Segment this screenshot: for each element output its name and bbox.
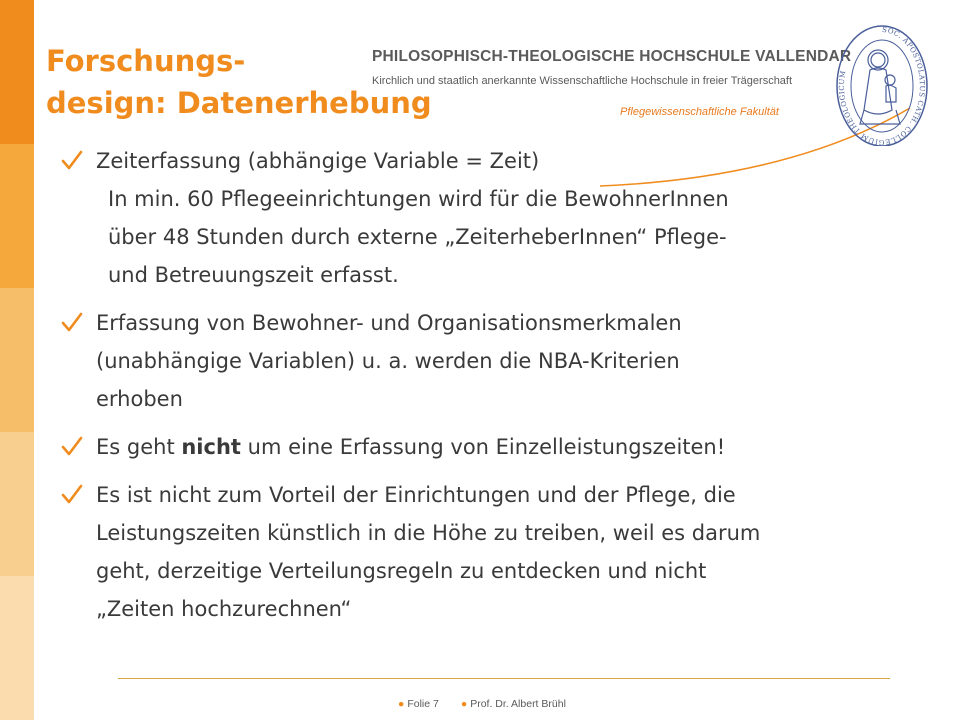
check-icon bbox=[60, 142, 84, 180]
detail-line: über 48 Stunden durch externe „ZeiterheberInnen“ Pflege- bbox=[108, 225, 727, 249]
sidebar-band-3 bbox=[0, 288, 34, 432]
bullet-line: geht, derzeitige Verteilungsregeln zu entdecken und nicht bbox=[96, 559, 707, 583]
institution-header bbox=[372, 48, 852, 87]
faculty-name: Pflegewissenschaftliche Fakultät bbox=[620, 106, 779, 118]
bullet-emphasis: nicht bbox=[181, 435, 241, 459]
bullet-text: Zeiterfassung (abhängige Variable = Zeit) bbox=[96, 149, 540, 173]
check-icon bbox=[60, 428, 84, 466]
bullet-text-post: um eine Erfassung von Einzelleistungszeiten! bbox=[240, 435, 726, 459]
check-icon bbox=[60, 476, 84, 514]
seal-text: SOC. APOSTOLATUS CATH. COLLEGIUM THEOLOGICUM bbox=[837, 25, 927, 146]
bullet-line: „Zeiten hochzurechnen“ bbox=[96, 597, 352, 621]
sidebar-band-2 bbox=[0, 144, 34, 288]
bullet-item bbox=[60, 428, 910, 466]
dot-icon: ● bbox=[460, 698, 468, 710]
bullet-item bbox=[60, 142, 910, 180]
detail-line: In min. 60 Pflegeeinrichtungen wird für die BewohnerInnen bbox=[108, 187, 729, 211]
dot-icon: ● bbox=[398, 698, 405, 710]
slide-title-line-1: Forschungs- bbox=[46, 44, 246, 78]
detail-line: und Betreuungszeit erfasst. bbox=[108, 263, 399, 287]
sidebar-stripe bbox=[0, 0, 34, 720]
institution-name: PHILOSOPHISCH-THEOLOGISCHE HOCHSCHULE VALLENDAR bbox=[372, 48, 852, 65]
footer-slide-number: Folie 7 bbox=[407, 698, 439, 710]
bullet-item bbox=[60, 304, 910, 418]
slide-content bbox=[60, 142, 910, 628]
bullet-line: (unabhängige Variablen) u. a. werden die NBA-Kriterien bbox=[96, 349, 680, 373]
sidebar-band-4 bbox=[0, 432, 34, 576]
bullet-line: erhoben bbox=[96, 387, 183, 411]
sidebar-band-5 bbox=[0, 576, 34, 720]
bullet-line: Erfassung von Bewohner- und Organisationsmerkmalen bbox=[96, 311, 682, 335]
bullet-line: Leistungszeiten künstlich in die Höhe zu treiben, weil es darum bbox=[96, 521, 761, 545]
footer-divider bbox=[118, 678, 890, 679]
bullet-text-pre: Es geht bbox=[96, 435, 182, 459]
check-icon bbox=[60, 304, 84, 342]
institution-subtitle: Kirchlich und staatlich anerkannte Wissenschaftliche Hochschule in freier Trägerschaft bbox=[372, 75, 793, 87]
bullet-detail bbox=[60, 180, 910, 294]
footer-author: Prof. Dr. Albert Brühl bbox=[470, 698, 566, 710]
sidebar-band-1 bbox=[0, 0, 34, 144]
bullet-line: Es ist nicht zum Vorteil der Einrichtungen und der Pflege, die bbox=[96, 483, 736, 507]
seal-logo bbox=[834, 14, 930, 146]
bullet-item bbox=[60, 476, 910, 628]
footer bbox=[398, 698, 566, 710]
slide-title-line-2: design: Datenerhebung bbox=[46, 86, 432, 120]
